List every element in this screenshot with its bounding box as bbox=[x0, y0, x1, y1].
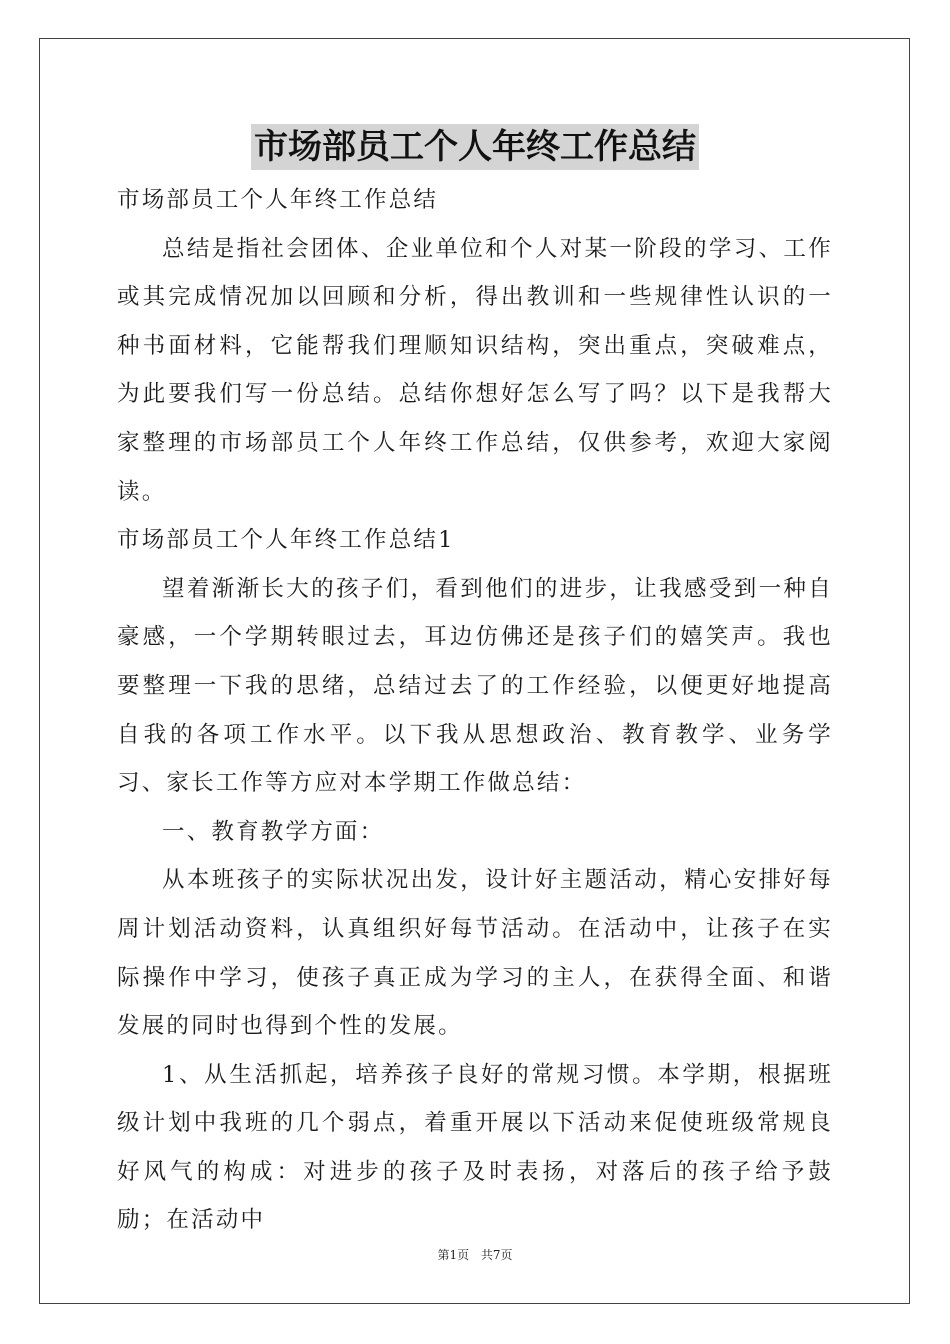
paragraph: 从本班孩子的实际状况出发，设计好主题活动，精心安排好每周计划活动资料，认真组织好每节活动。在活动中，让孩子在实际操作中学习，使孩子真正成为学习的主人，在获得全面、和谐发展的同时也得到个性的发展。 bbox=[117, 867, 833, 1040]
paragraph: 1、从生活抓起，培养孩子良好的常规习惯。本学期，根据班级计划中我班的几个弱点，着重开展以下活动来促使班级常规良好风气的构成：对进步的孩子及时表扬，对落后的孩子给予鼓励；在活动中 bbox=[117, 1061, 833, 1234]
page-footer bbox=[0, 1246, 950, 1263]
paragraph: 望着渐渐长大的孩子们，看到他们的进步，让我感受到一种自豪感，一个学期转眼过去，耳边仿佛还是孩子们的嬉笑声。我也要整理一下我的思绪，总结过去了的工作经验，以便更好地提高自我的各项工作水平。以下我从思想政治、教育教学、业务学习、家长工作等方应对本学期工作做总结： bbox=[117, 575, 833, 797]
document-title: 市场部员工个人年终工作总结 bbox=[251, 124, 699, 170]
paragraph: 市场部员工个人年终工作总结 bbox=[117, 187, 439, 213]
section-heading: 市场部员工个人年终工作总结1 bbox=[117, 527, 455, 554]
page-total: 共7页 bbox=[480, 1248, 513, 1262]
page-number: 第1页 bbox=[437, 1248, 470, 1262]
paragraph: 一、教育教学方面： bbox=[162, 818, 385, 845]
document-body bbox=[117, 176, 833, 1245]
paragraph: 总结是指社会团体、企业单位和个人对某一阶段的学习、工作或其完成情况加以回顾和分析，得出教训和一些规律性认识的一种书面材料，它能帮我们理顺知识结构，突出重点，突破难点，为此要我们写一份总结。总结你想好怎么写了吗？以下是我帮大家整理的市场部员工个人年终工作总结，仅供参考，欢迎大家阅读。 bbox=[117, 235, 833, 505]
title-wrap bbox=[0, 124, 950, 170]
